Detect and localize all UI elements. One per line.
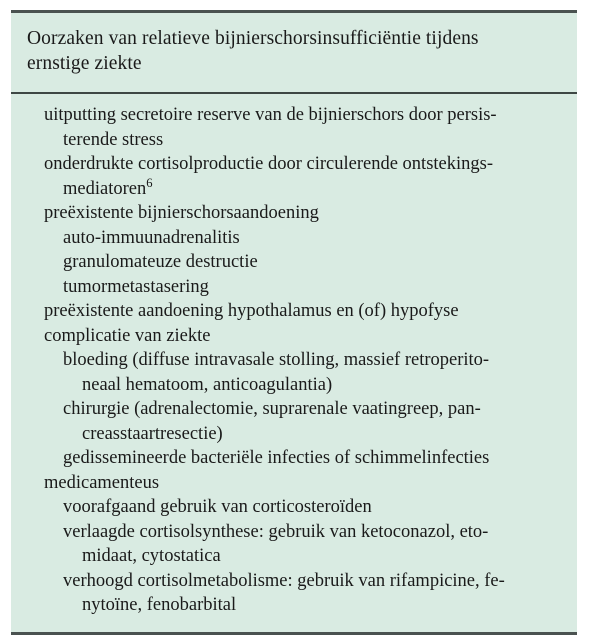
- caption-line-1: Oorzaken van relatieve bijnierschorsinsufficiëntie tijdens: [27, 28, 479, 49]
- reference-superscript: 6: [146, 175, 153, 190]
- list-item-line: onderdrukte cortisolproductie door circulerende ontstekings-: [44, 154, 493, 174]
- list-item: [63, 495, 563, 520]
- list-item-line: complicatie van ziekte: [44, 325, 211, 346]
- list-item: [63, 569, 563, 618]
- list-item-line: bloeding (diffuse intravasale stolling, massief retroperito-: [63, 350, 490, 370]
- list-item: [63, 348, 563, 397]
- table-container: [11, 10, 577, 635]
- list-item-line: verlaagde cortisolsynthese: gebruik van ketoconazol, eto-: [63, 521, 489, 542]
- list-item-line: voorafgaand gebruik van corticosteroïden: [63, 497, 372, 517]
- list-item: [44, 103, 563, 152]
- list-item-line: medicamenteus: [44, 472, 160, 493]
- list-item-continuation: terende stress: [63, 129, 164, 150]
- list-item: [63, 250, 563, 275]
- list-item: [44, 152, 563, 201]
- list-item: [63, 520, 563, 569]
- list-item-continuation: midaat, cytostatica: [82, 546, 221, 566]
- list-item: [63, 397, 563, 446]
- list-item-line: chirurgie (adrenalectomie, suprarenale vaatingreep, pan-: [63, 399, 481, 419]
- list-item-continuation: mediatoren$^6$: [63, 175, 153, 199]
- list-item: [44, 299, 563, 324]
- list-item-line: preëxistente bijnierschorsaandoening: [44, 203, 319, 223]
- list-item: [44, 324, 563, 349]
- list-item: [63, 226, 563, 251]
- list-item-line: uitputting secretoire reserve van de bijnierschors door persis-: [44, 105, 497, 125]
- table-caption: [11, 13, 577, 92]
- list-item: [63, 275, 563, 300]
- list-item-line: verhoogd cortisolmetabolisme: gebruik van rifampicine, fe-: [63, 570, 505, 591]
- list-item-continuation: creasstaartresectie): [82, 423, 223, 444]
- list-item-continuation: nytoïne, fenobarbital: [82, 595, 237, 615]
- list-item-line: preëxistente aandoening hypothalamus en (of) hypofyse: [44, 301, 459, 321]
- caption-line-2: ernstige ziekte: [27, 53, 142, 74]
- list-item-continuation: neaal hematoom, anticoagulantia): [82, 374, 333, 395]
- list-item-line: granulomateuze destructie: [63, 252, 258, 272]
- causes-list: [11, 94, 577, 632]
- list-item: [44, 201, 563, 226]
- list-item-line: auto-immuunadrenalitis: [63, 227, 240, 248]
- list-item-line: tumormetastasering: [63, 276, 209, 297]
- list-item-line: gedissemineerde bacteriële infecties of schimmelinfecties: [63, 448, 490, 468]
- list-item: [63, 446, 563, 471]
- list-item: [44, 471, 563, 496]
